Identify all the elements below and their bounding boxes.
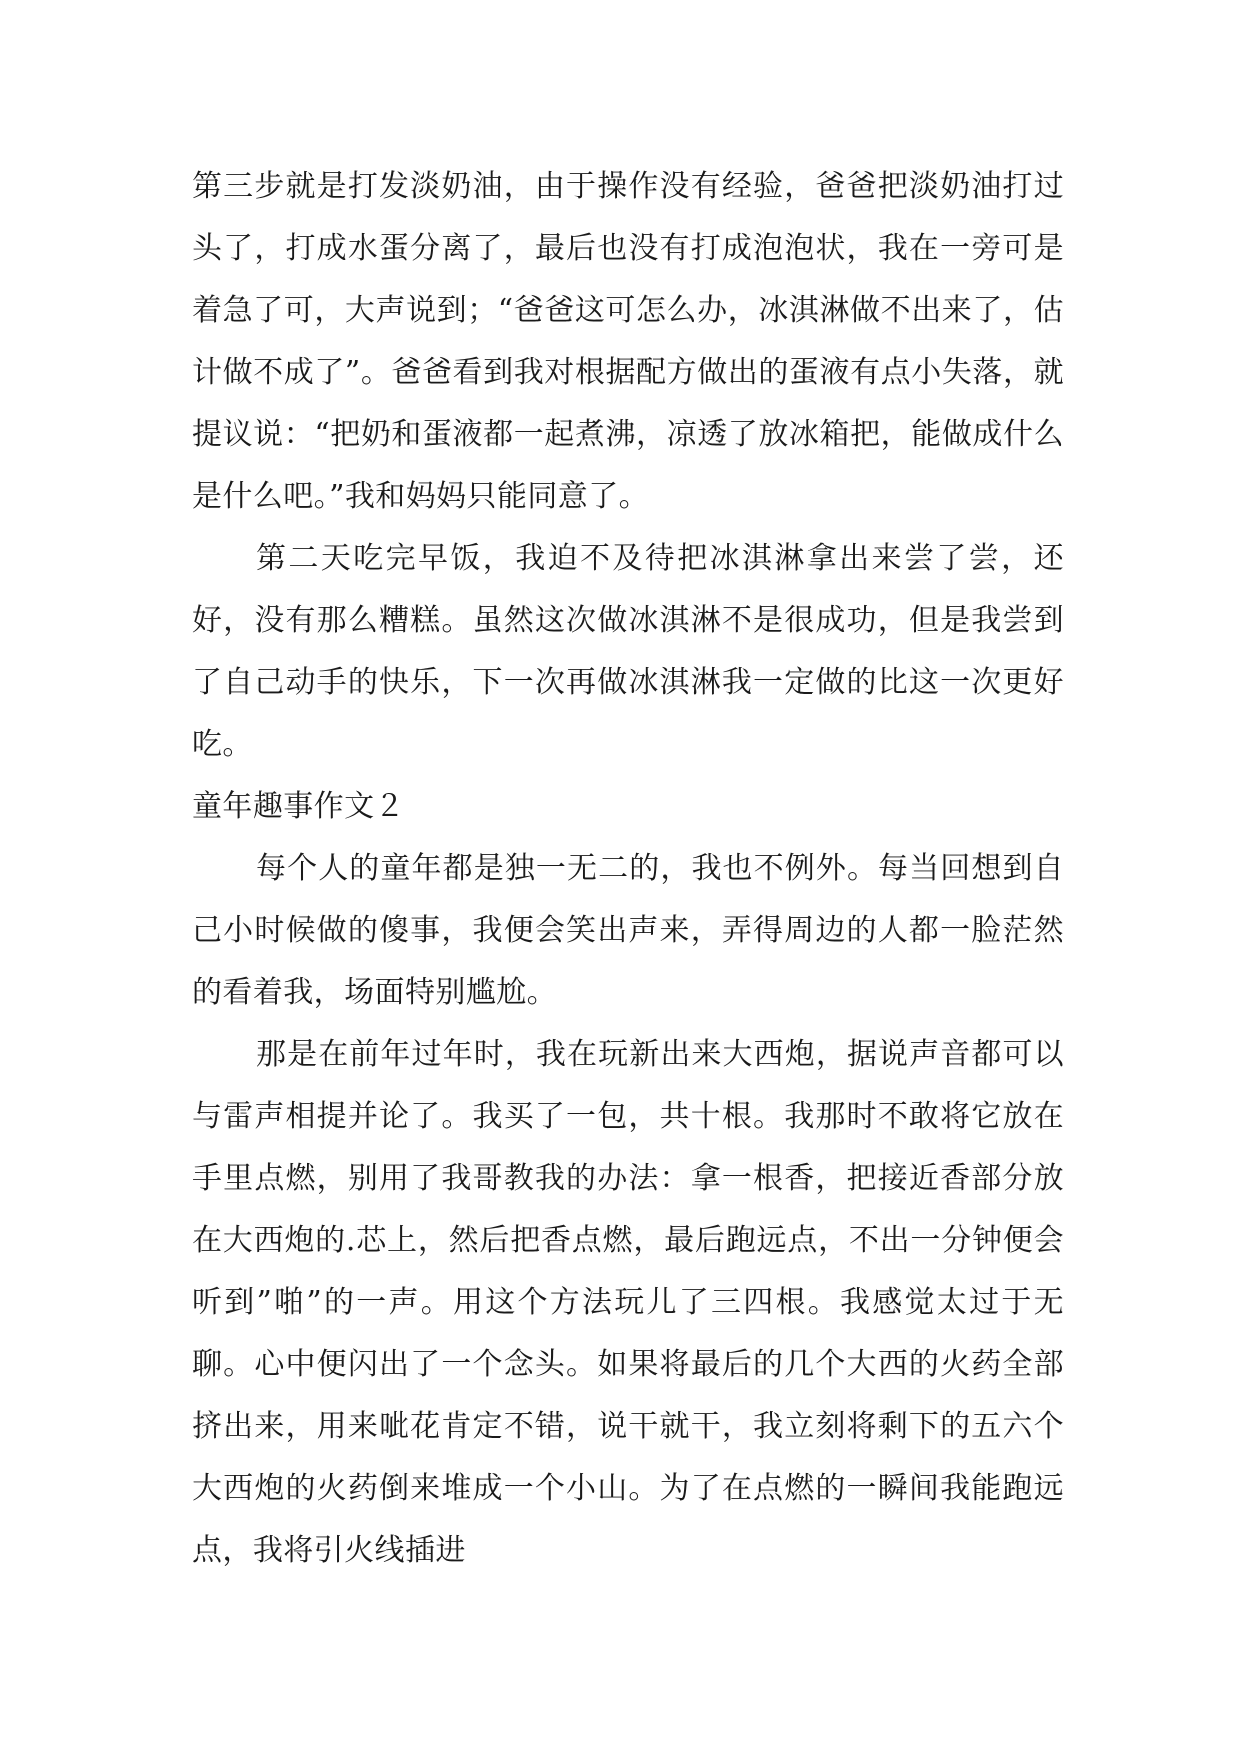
section-heading: 童年趣事作文２ (192, 789, 405, 824)
body-paragraph: 每个人的童年都是独一无二的，我也不例外。每当回想到自己小时候做的傻事，我便会笑出声来，弄得周边的人都一脸茫然的看着我，场面特别尴尬。 (192, 851, 1064, 1010)
body-paragraph: 第三步就是打发淡奶油，由于操作没有经验，爸爸把淡奶油打过头了，打成水蛋分离了，最后也没有打成泡泡状，我在一旁可是着急了可，大声说到；“爸爸这可怎么办，冰淇淋做不出来了，估计做不成了”。爸爸看到我对根据配方做出的蛋液有点小失落，就提议说：“把奶和蛋液都一起煮沸，凉透了放冰箱把，能做成什么是什么吧。”我和妈妈只能同意了。 (192, 169, 1064, 514)
document-body (192, 156, 1064, 1582)
body-paragraph: 那是在前年过年时，我在玩新出来大西炮，据说声音都可以与雷声相提并论了。我买了一包，共十根。我那时不敢将它放在手里点燃，别用了我哥教我的办法：拿一根香，把接近香部分放在大西炮的.芯上，然后把香点燃，最后跑远点，不出一分钟便会听到”啪”的一声。用这个方法玩儿了三四根。我感觉太过于无聊。心中便闪出了一个念头。如果将最后的几个大西的火药全部挤出来，用来呲花肯定不错，说干就干，我立刻将剩下的五六个大西炮的火药倒来堆成一个小山。为了在点燃的一瞬间我能跑远点，我将引火线插进 (192, 1037, 1064, 1568)
body-paragraph: 第二天吃完早饭，我迫不及待把冰淇淋拿出来尝了尝，还好，没有那么糟糕。虽然这次做冰淇淋不是很成功，但是我尝到了自己动手的快乐，下一次再做冰淇淋我一定做的比这一次更好吃。 (192, 541, 1064, 762)
